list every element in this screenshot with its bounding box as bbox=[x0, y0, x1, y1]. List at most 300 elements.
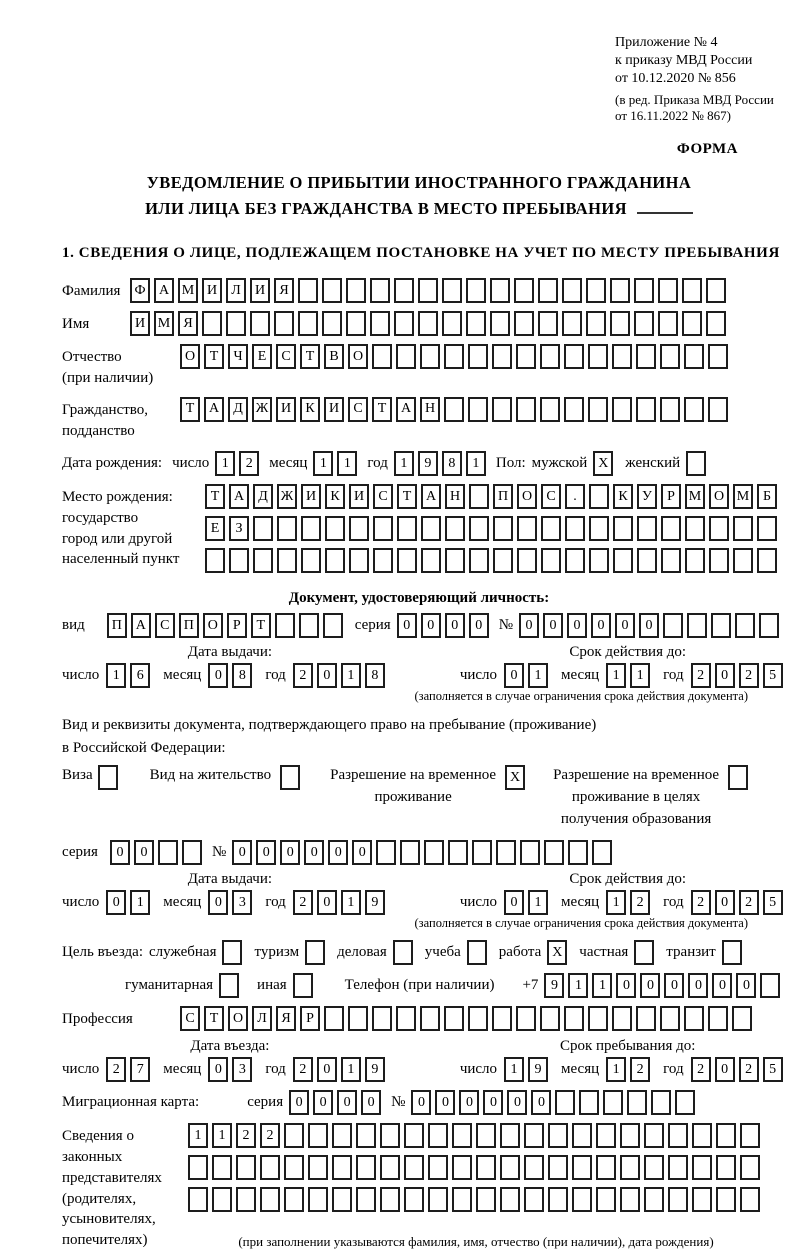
title-blank-line bbox=[637, 212, 693, 214]
char-cell: Д bbox=[253, 484, 273, 509]
char-cell bbox=[476, 1155, 496, 1180]
issue-date-row: число 1 6 месяц 0 8 год 2 0 1 8 bbox=[62, 663, 398, 688]
char-cell bbox=[562, 311, 582, 336]
char-cell bbox=[660, 1006, 680, 1031]
char-cell bbox=[236, 1155, 256, 1180]
option-visa: Виза bbox=[62, 765, 122, 790]
char-cell: В bbox=[324, 344, 344, 369]
entry-date-heading: Дата въезда: bbox=[190, 1038, 270, 1055]
char-cell bbox=[636, 344, 656, 369]
char-cell bbox=[610, 311, 630, 336]
char-cell bbox=[500, 1187, 520, 1212]
char-cell: 0 bbox=[591, 613, 611, 638]
birth-place-rows bbox=[205, 484, 781, 580]
char-cell bbox=[634, 278, 654, 303]
char-cell bbox=[236, 1187, 256, 1212]
char-cell bbox=[284, 1155, 304, 1180]
char-cell bbox=[516, 397, 536, 422]
digit-cell: 0 bbox=[715, 1057, 735, 1082]
field-patronymic bbox=[62, 344, 776, 388]
char-cell: П bbox=[107, 613, 127, 638]
char-cell bbox=[500, 1123, 520, 1148]
issue-day-cells bbox=[106, 663, 154, 688]
digit-cell: 1 bbox=[466, 451, 486, 476]
digit-cell: 8 bbox=[442, 451, 462, 476]
char-cell bbox=[277, 516, 297, 541]
char-cell: Е bbox=[205, 516, 225, 541]
char-cell: 1 bbox=[568, 973, 588, 998]
digit-cell: 2 bbox=[739, 1057, 759, 1082]
form-word: ФОРМА bbox=[676, 141, 738, 158]
digit-cell: 8 bbox=[365, 663, 385, 688]
digit-cell: 0 bbox=[317, 663, 337, 688]
digit-cell: 1 bbox=[313, 451, 333, 476]
digit-cell: 1 bbox=[341, 1057, 361, 1082]
char-cell: 0 bbox=[543, 613, 563, 638]
char-cell bbox=[493, 516, 513, 541]
option-temp-residence: Разрешение на временное проживание X bbox=[330, 765, 529, 809]
char-cell bbox=[596, 1123, 616, 1148]
char-cell: М bbox=[685, 484, 705, 509]
char-cell bbox=[634, 311, 654, 336]
identity-doc-kind-row bbox=[62, 613, 776, 638]
char-cell bbox=[277, 548, 297, 573]
char-cell bbox=[418, 278, 438, 303]
humanitarian-checkbox bbox=[219, 973, 239, 998]
purpose-study: учеба bbox=[425, 940, 491, 965]
char-cell bbox=[516, 1006, 536, 1031]
char-cell bbox=[428, 1155, 448, 1180]
option-temp-residence-education: Разрешение на временное проживание в целях получения образования bbox=[553, 765, 752, 830]
purpose-tourism: туризм bbox=[254, 940, 329, 965]
migration-card-label: Миграционная карта: bbox=[62, 1094, 200, 1111]
phone-cells bbox=[544, 973, 784, 998]
number-label: № bbox=[498, 617, 513, 634]
digit-cell: 0 bbox=[317, 890, 337, 915]
representatives-label: Сведения о законных представителях (родителях, усыновителях, попечителях) bbox=[62, 1128, 162, 1248]
char-cell bbox=[612, 344, 632, 369]
char-cell: О bbox=[203, 613, 223, 638]
char-cell bbox=[540, 1006, 560, 1031]
char-cell: Т bbox=[204, 344, 224, 369]
purpose-row bbox=[62, 940, 776, 965]
char-cell bbox=[372, 1006, 392, 1031]
ref-line: к приказу МВД России bbox=[615, 53, 753, 69]
char-cell bbox=[589, 548, 609, 573]
char-cell: К bbox=[613, 484, 633, 509]
char-cell bbox=[706, 311, 726, 336]
expiry-month-cells bbox=[606, 890, 654, 915]
private-checkbox bbox=[634, 940, 654, 965]
char-cell bbox=[260, 1155, 280, 1180]
char-cell bbox=[469, 516, 489, 541]
field-citizenship bbox=[62, 397, 776, 441]
digit-cell: 0 bbox=[715, 663, 735, 688]
char-cell bbox=[428, 1123, 448, 1148]
field-label: Гражданство, подданство bbox=[62, 401, 149, 439]
digit-cell: 1 bbox=[504, 1057, 524, 1082]
digit-cell: 1 bbox=[606, 890, 626, 915]
char-cell bbox=[589, 516, 609, 541]
char-cell bbox=[404, 1123, 424, 1148]
char-cell: 0 bbox=[519, 613, 539, 638]
digit-cell: 2 bbox=[691, 890, 711, 915]
char-cell bbox=[716, 1123, 736, 1148]
stay-month-cells bbox=[606, 1057, 654, 1082]
char-cell: Е bbox=[252, 344, 272, 369]
char-cell: М bbox=[178, 278, 198, 303]
digit-cell: 1 bbox=[337, 451, 357, 476]
char-cell bbox=[564, 397, 584, 422]
char-cell bbox=[205, 548, 225, 573]
char-cell: . bbox=[565, 484, 585, 509]
char-cell bbox=[380, 1155, 400, 1180]
char-cell bbox=[253, 548, 273, 573]
char-cell bbox=[394, 278, 414, 303]
char-cell: 1 bbox=[188, 1123, 208, 1148]
char-cell bbox=[520, 840, 540, 865]
char-cell: А bbox=[421, 484, 441, 509]
char-cell bbox=[274, 311, 294, 336]
char-cell bbox=[469, 484, 489, 509]
char-cell: 1 bbox=[212, 1123, 232, 1148]
char-cell bbox=[684, 344, 704, 369]
char-cell: С bbox=[348, 397, 368, 422]
char-cell bbox=[644, 1187, 664, 1212]
char-cell bbox=[548, 1155, 568, 1180]
purpose-transit: транзит bbox=[666, 940, 745, 965]
char-cell bbox=[212, 1155, 232, 1180]
char-cell bbox=[517, 516, 537, 541]
issue-date-row: число 0 1 месяц 0 3 год 2 0 1 9 bbox=[62, 890, 398, 915]
char-cell bbox=[275, 613, 295, 638]
digit-cell: 1 bbox=[215, 451, 235, 476]
char-cell bbox=[579, 1090, 599, 1115]
stay-until-col bbox=[460, 1038, 796, 1082]
representatives-note: (при заполнении указываются фамилия, имя, отчество (при наличии), дата рождения) bbox=[238, 1234, 714, 1250]
char-cell bbox=[346, 311, 366, 336]
char-cell bbox=[397, 548, 417, 573]
char-cell bbox=[565, 548, 585, 573]
char-cell bbox=[325, 548, 345, 573]
char-cell bbox=[448, 840, 468, 865]
char-cell: Т bbox=[180, 397, 200, 422]
issue-date-heading: Дата выдачи: bbox=[187, 871, 273, 888]
cell-row bbox=[188, 1123, 764, 1148]
sex-male-label: мужской bbox=[531, 455, 588, 472]
char-cell bbox=[658, 311, 678, 336]
char-cell: С bbox=[276, 344, 296, 369]
char-cell: Р bbox=[300, 1006, 320, 1031]
number-label: № bbox=[391, 1094, 406, 1111]
number-label: № bbox=[211, 844, 227, 861]
char-cell bbox=[661, 516, 681, 541]
char-cell: Я bbox=[178, 311, 198, 336]
char-cell bbox=[492, 344, 512, 369]
expiry-date-row: число 0 1 месяц 1 2 год 2 0 2 5 bbox=[460, 890, 796, 915]
expiry-month-cells bbox=[606, 663, 654, 688]
temp-residence-education-checkbox bbox=[728, 765, 748, 790]
purpose-humanitarian: гуманитарная bbox=[125, 973, 243, 998]
char-cell: 9 bbox=[544, 973, 564, 998]
char-cell: Д bbox=[228, 397, 248, 422]
other-checkbox bbox=[293, 973, 313, 998]
entry-day-cells bbox=[106, 1057, 154, 1082]
cell-row bbox=[411, 1090, 699, 1115]
char-cell: 0 bbox=[110, 840, 130, 865]
char-cell: А bbox=[154, 278, 174, 303]
char-cell: А bbox=[229, 484, 249, 509]
char-cell: Р bbox=[227, 613, 247, 638]
char-cell bbox=[596, 1155, 616, 1180]
digit-cell: 0 bbox=[106, 890, 126, 915]
digit-cell: 0 bbox=[208, 890, 228, 915]
char-cell bbox=[603, 1090, 623, 1115]
char-cell bbox=[325, 516, 345, 541]
char-cell: 0 bbox=[304, 840, 324, 865]
stay-year-cells bbox=[691, 1057, 787, 1082]
char-cell: 0 bbox=[567, 613, 587, 638]
issue-day-cells bbox=[106, 890, 154, 915]
char-cell bbox=[524, 1123, 544, 1148]
char-cell bbox=[660, 344, 680, 369]
char-cell: К bbox=[300, 397, 320, 422]
char-cell bbox=[541, 516, 561, 541]
char-cell bbox=[188, 1187, 208, 1212]
char-cell bbox=[356, 1123, 376, 1148]
char-cell bbox=[284, 1187, 304, 1212]
char-cell bbox=[476, 1187, 496, 1212]
issue-year-cells bbox=[293, 890, 389, 915]
cell-row bbox=[232, 840, 616, 865]
char-cell bbox=[592, 840, 612, 865]
char-cell bbox=[356, 1155, 376, 1180]
char-cell: 0 bbox=[397, 613, 417, 638]
char-cell: О bbox=[228, 1006, 248, 1031]
char-cell: С bbox=[180, 1006, 200, 1031]
issue-date-col bbox=[62, 644, 398, 688]
stay-until-heading: Срок пребывания до: bbox=[559, 1038, 696, 1055]
char-cell: Т bbox=[251, 613, 271, 638]
cell-row bbox=[397, 613, 493, 638]
char-cell bbox=[322, 311, 342, 336]
identity-doc-dates bbox=[62, 644, 776, 688]
char-cell bbox=[324, 1006, 344, 1031]
char-cell: Т bbox=[205, 484, 225, 509]
char-cell bbox=[444, 397, 464, 422]
char-cell bbox=[349, 548, 369, 573]
residence-doc-dates bbox=[62, 871, 776, 915]
char-cell bbox=[493, 548, 513, 573]
study-checkbox bbox=[467, 940, 487, 965]
digit-cell: 2 bbox=[239, 451, 259, 476]
char-cell: 0 bbox=[232, 840, 252, 865]
char-cell bbox=[564, 1006, 584, 1031]
char-cell bbox=[308, 1155, 328, 1180]
digit-cell: 5 bbox=[763, 1057, 783, 1082]
char-cell: И bbox=[202, 278, 222, 303]
phone-prefix: +7 bbox=[522, 977, 539, 994]
digit-cell: 1 bbox=[130, 890, 150, 915]
digit-cell: 9 bbox=[528, 1057, 548, 1082]
char-cell bbox=[668, 1187, 688, 1212]
char-cell: И bbox=[276, 397, 296, 422]
char-cell bbox=[757, 548, 777, 573]
char-cell: 0 bbox=[639, 613, 659, 638]
char-cell: С bbox=[373, 484, 393, 509]
char-cell bbox=[323, 613, 343, 638]
char-cell bbox=[572, 1155, 592, 1180]
purpose-private: частная bbox=[579, 940, 658, 965]
digit-cell: 9 bbox=[365, 890, 385, 915]
char-cell: 2 bbox=[236, 1123, 256, 1148]
char-cell bbox=[740, 1187, 760, 1212]
char-cell: И bbox=[250, 278, 270, 303]
char-cell bbox=[188, 1155, 208, 1180]
char-cell bbox=[284, 1123, 304, 1148]
char-cell bbox=[396, 1006, 416, 1031]
char-cell: 0 bbox=[640, 973, 660, 998]
char-cell: С bbox=[541, 484, 561, 509]
char-cell bbox=[684, 397, 704, 422]
digit-cell: 3 bbox=[232, 890, 252, 915]
cell-row bbox=[519, 613, 783, 638]
char-cell bbox=[588, 1006, 608, 1031]
char-cell bbox=[588, 344, 608, 369]
char-cell bbox=[332, 1187, 352, 1212]
char-cell: 0 bbox=[313, 1090, 333, 1115]
char-cell: Ф bbox=[130, 278, 150, 303]
entry-year-cells bbox=[293, 1057, 389, 1082]
digit-cell: 2 bbox=[739, 890, 759, 915]
char-cell: П bbox=[179, 613, 199, 638]
field-label: Профессия bbox=[62, 1011, 133, 1028]
char-cell bbox=[404, 1187, 424, 1212]
digit-cell: 0 bbox=[504, 890, 524, 915]
digit-cell: 2 bbox=[691, 1057, 711, 1082]
char-cell bbox=[298, 311, 318, 336]
char-cell bbox=[158, 840, 178, 865]
char-cell bbox=[658, 278, 678, 303]
char-cell: 0 bbox=[411, 1090, 431, 1115]
cell-row bbox=[205, 484, 781, 509]
form-title-line2: ИЛИ ЛИЦА БЕЗ ГРАЖДАНСТВА В МЕСТО ПРЕБЫВАНИЯ bbox=[62, 196, 776, 222]
char-cell bbox=[706, 278, 726, 303]
char-cell bbox=[421, 548, 441, 573]
char-cell: 0 bbox=[712, 973, 732, 998]
field-label: Дата рождения: bbox=[62, 455, 163, 472]
sex-female-label: женский bbox=[625, 455, 681, 472]
digit-cell: 1 bbox=[341, 890, 361, 915]
char-cell: 0 bbox=[469, 613, 489, 638]
char-cell: Ж bbox=[277, 484, 297, 509]
digit-cell: 2 bbox=[691, 663, 711, 688]
char-cell bbox=[524, 1187, 544, 1212]
representatives-block bbox=[62, 1123, 776, 1250]
char-cell bbox=[466, 311, 486, 336]
cell-row bbox=[180, 397, 732, 422]
char-cell: Т bbox=[372, 397, 392, 422]
official-checkbox bbox=[222, 940, 242, 965]
char-cell: О bbox=[180, 344, 200, 369]
migration-card-row bbox=[62, 1090, 776, 1115]
year-label: год bbox=[367, 455, 388, 472]
option-residence-permit: Вид на жительство bbox=[150, 765, 304, 790]
char-cell: 0 bbox=[134, 840, 154, 865]
digit-cell: 0 bbox=[715, 890, 735, 915]
char-cell bbox=[380, 1187, 400, 1212]
char-cell: 0 bbox=[289, 1090, 309, 1115]
char-cell bbox=[538, 311, 558, 336]
cell-row bbox=[188, 1155, 764, 1180]
field-name bbox=[62, 311, 776, 336]
expiry-day-cells bbox=[504, 663, 552, 688]
purpose-work: работа X bbox=[499, 940, 572, 965]
char-cell bbox=[620, 1155, 640, 1180]
cell-row bbox=[188, 1187, 764, 1212]
char-cell bbox=[555, 1090, 575, 1115]
expiry-date-row: число 0 1 месяц 1 1 год 2 0 2 5 bbox=[460, 663, 796, 688]
char-cell bbox=[517, 548, 537, 573]
char-cell: С bbox=[155, 613, 175, 638]
char-cell bbox=[332, 1155, 352, 1180]
char-cell bbox=[356, 1187, 376, 1212]
purpose-label: Цель въезда: bbox=[62, 944, 143, 961]
char-cell bbox=[740, 1155, 760, 1180]
ref-line: Приложение № 4 bbox=[615, 35, 718, 50]
char-cell bbox=[452, 1123, 472, 1148]
cell-row bbox=[180, 344, 732, 369]
char-cell: И bbox=[130, 311, 150, 336]
char-cell: Я bbox=[276, 1006, 296, 1031]
char-cell: О bbox=[348, 344, 368, 369]
digit-cell: 2 bbox=[630, 1057, 650, 1082]
char-cell bbox=[476, 1123, 496, 1148]
char-cell bbox=[322, 278, 342, 303]
char-cell bbox=[651, 1090, 671, 1115]
char-cell bbox=[421, 516, 441, 541]
char-cell: 0 bbox=[615, 613, 635, 638]
char-cell bbox=[490, 278, 510, 303]
char-cell bbox=[516, 344, 536, 369]
char-cell: 0 bbox=[459, 1090, 479, 1115]
char-cell bbox=[444, 344, 464, 369]
char-cell bbox=[685, 548, 705, 573]
series-label: серия bbox=[354, 617, 391, 634]
stay-day-cells bbox=[504, 1057, 552, 1082]
ref-edit-line: от 16.11.2022 № 867) bbox=[615, 108, 732, 124]
char-cell bbox=[540, 397, 560, 422]
digit-cell: 0 bbox=[208, 663, 228, 688]
char-cell bbox=[299, 613, 319, 638]
char-cell bbox=[562, 278, 582, 303]
cell-row bbox=[205, 548, 781, 573]
char-cell bbox=[445, 516, 465, 541]
digit-cell: 1 bbox=[606, 1057, 626, 1082]
expiry-date-heading: Срок действия до: bbox=[569, 644, 687, 661]
char-cell: М bbox=[733, 484, 753, 509]
char-cell bbox=[472, 840, 492, 865]
char-cell bbox=[572, 1187, 592, 1212]
char-cell bbox=[596, 1187, 616, 1212]
issue-month-cells bbox=[208, 663, 256, 688]
series-label: серия bbox=[247, 1094, 284, 1111]
char-cell: 0 bbox=[688, 973, 708, 998]
char-cell bbox=[637, 548, 657, 573]
char-cell bbox=[308, 1123, 328, 1148]
char-cell bbox=[613, 548, 633, 573]
char-cell bbox=[250, 311, 270, 336]
